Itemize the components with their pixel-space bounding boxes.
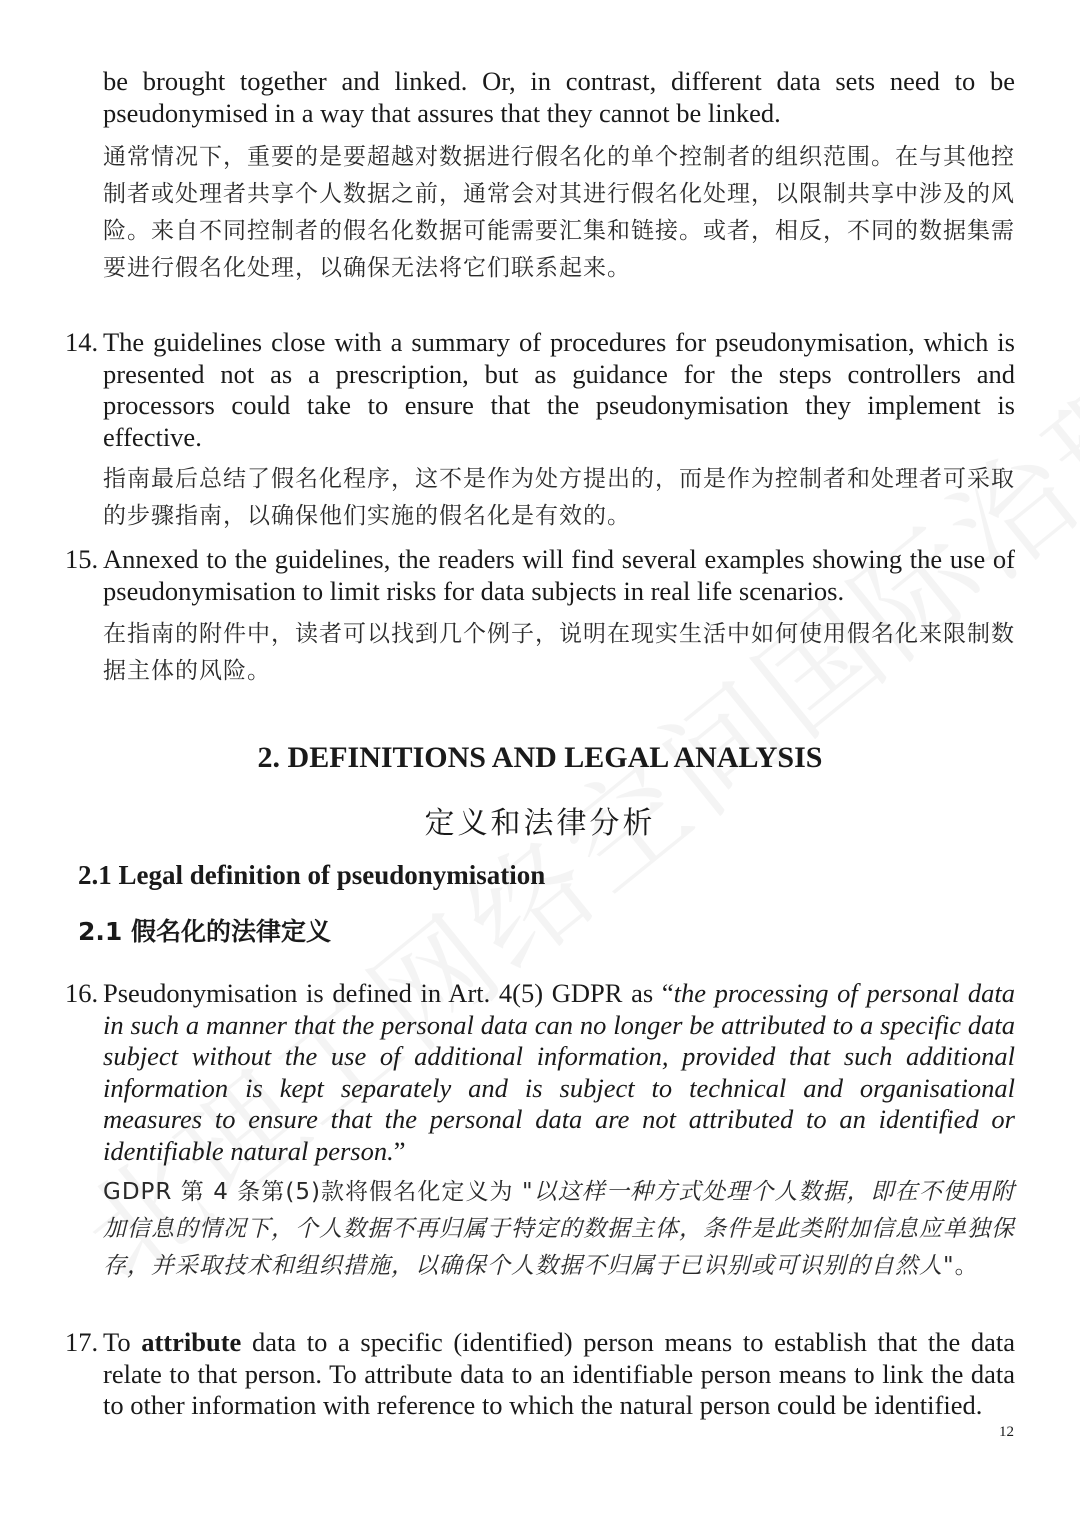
gdpr-definition-quote: the processing of personal data in such a manner that the personal data can no longer be attributed to a specific data subject without the use of additional information, provided that such additional information is kept separately and is subject to technical and organisational measures to ensure that the personal data are not attributed to an identified or identifiable natural person. <box>103 978 1015 1166</box>
para13-chinese: 通常情况下，重要的是要超越对数据进行假名化的单个控制者的组织范围。在与其他控制者或处理者共享个人数据之前，通常会对其进行假名化处理，以限制共享中涉及的风险。来自不同控制者的假名化数据可能需要汇集和链接。或者，相反，不同的数据集需要进行假名化处理，以确保无法将它们联系起来。 <box>103 144 1015 281</box>
para14-english: The guidelines close with a summary of procedures for pseudonymisation, which is presented not as a prescription, but as guidance for the steps controllers and processors could take to ensure that the pseudonymisation they implement is effective. <box>103 327 1015 452</box>
para17-number: 17. <box>65 1327 99 1357</box>
para16-chinese <box>103 1174 1015 1285</box>
para16-intro: Pseudonymisation is defined in Art. 4(5) GDPR as “ <box>103 978 674 1008</box>
section-heading: 2. DEFINITIONS AND LEGAL ANALYSIS <box>257 741 823 774</box>
para16-close: ” <box>393 1135 406 1166</box>
para16-zh-intro: GDPR 第 4 条第(5)款将假名化定义为 " <box>103 1179 534 1205</box>
para17-rest: data to a specific (identified) person means to establish that the data relate to that person. To attribute data to an identifiable person means to link the data to other information with reference to which the natural person could be identified. <box>103 1327 1015 1420</box>
para15-english: Annexed to the guidelines, the readers will find several examples showing the use of pseudonymisation to limit risks for data subjects in real life scenarios. <box>103 544 1015 606</box>
para13-english: be brought together and linked. Or, in contrast, different data sets need to be pseudonymised in a way that assures that they cannot be linked. <box>103 66 1015 128</box>
para14-number: 14. <box>65 327 99 357</box>
subsection-heading-chinese: 2.1 假名化的法律定义 <box>78 917 331 946</box>
para16-number: 16. <box>65 978 99 1008</box>
attribute-term: attribute <box>141 1327 242 1357</box>
para16-zh-close: "。 <box>943 1253 979 1279</box>
para16-english <box>103 978 1015 1167</box>
para15-chinese: 在指南的附件中，读者可以找到几个例子，说明在现实生活中如何使用假名化来限制数据主体的风险。 <box>103 621 1015 684</box>
para17-english <box>103 1327 1015 1422</box>
page-number: 12 <box>999 1424 1014 1440</box>
para17-intro: To <box>103 1327 142 1357</box>
para14-chinese: 指南最后总结了假名化程序，这不是作为处方提出的，而是作为控制者和处理者可采取的步骤指南，以确保他们实施的假名化是有效的。 <box>103 466 1015 529</box>
section-heading-chinese: 定义和法律分析 <box>424 806 656 841</box>
gdpr-definition-quote-chinese: 以这样一种方式处理个人数据，即在不使用附加信息的情况下，个人数据不再归属于特定的数据主体，条件是此类附加信息应单独保存，并采取技术和组织措施，以确保个人数据不归属于已识别或可识别的自然人 <box>103 1179 1016 1279</box>
para15-number: 15. <box>65 544 99 574</box>
subsection-heading: 2.1 Legal definition of pseudonymisation <box>78 860 546 890</box>
